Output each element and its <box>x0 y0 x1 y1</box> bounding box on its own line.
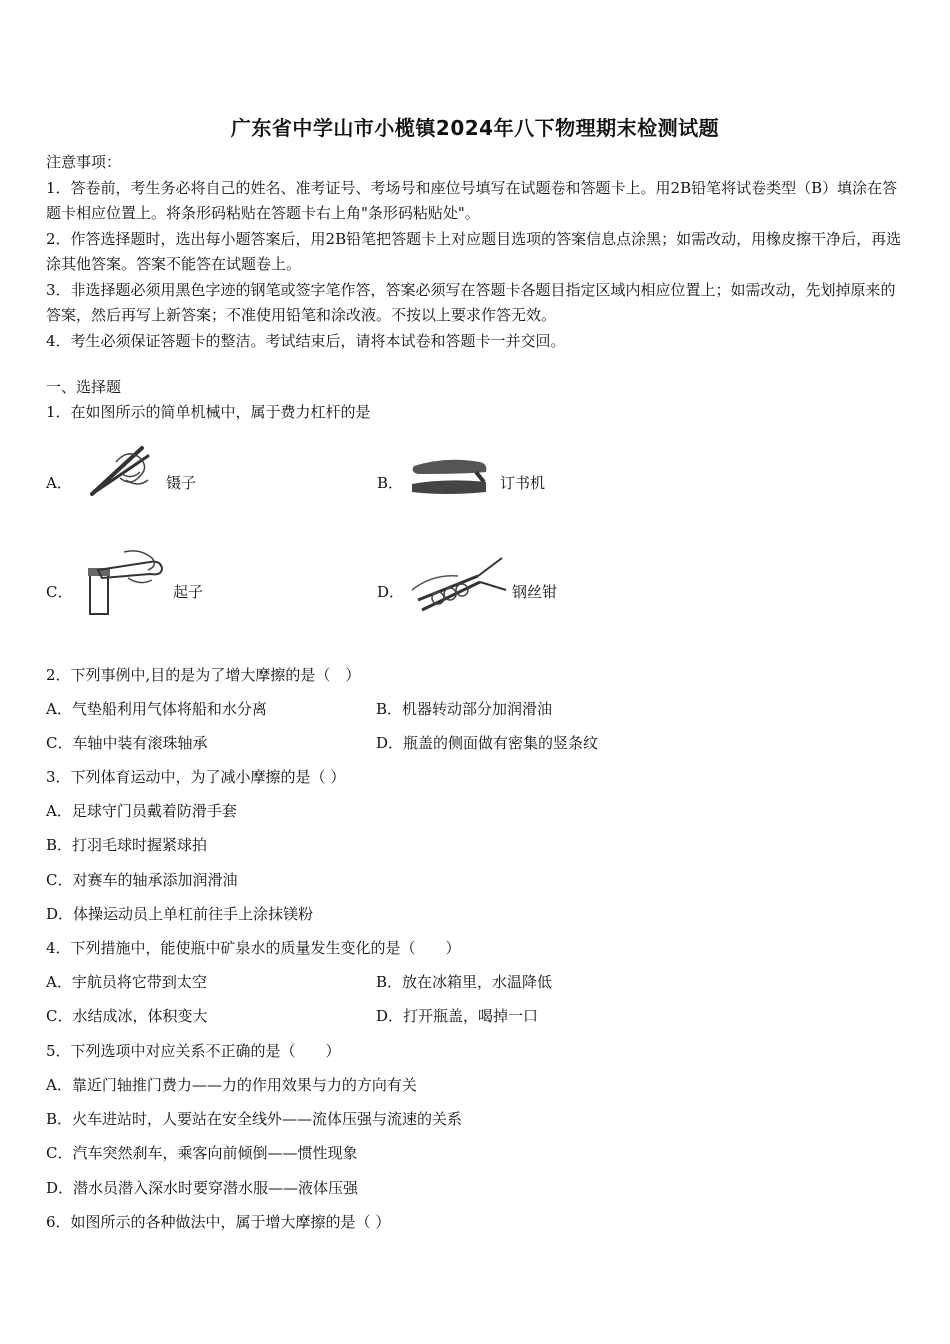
question-2-stem: 2．下列事例中,目的是为了增大摩擦的是（ ） <box>46 666 361 684</box>
q2-option-a: A．气垫船利用气体将船和水分离 <box>46 700 267 718</box>
q1-option-a-label: 镊子 <box>166 474 197 492</box>
bottle-opener-figure <box>84 548 166 618</box>
q3-option-b: B．打羽毛球时握紧球拍 <box>46 836 208 854</box>
q1-option-c-label: 起子 <box>173 583 204 601</box>
pliers-figure <box>408 550 508 620</box>
q5-option-b: B．火车进站时，人要站在安全线外——流体压强与流速的关系 <box>46 1110 463 1128</box>
stapler-figure <box>406 452 490 498</box>
note-item: 2．作答选择题时，选出每小题答案后，用2B铅笔把答题卡上对应题目选项的答案信息点涂黑；如需改动，用橡皮擦干净后，再选涂其他答案。答案不能答在试题卷上。 <box>46 229 902 273</box>
q1-option-b-label: 订书机 <box>500 474 546 492</box>
q4-option-c: C．水结成冰，体积变大 <box>46 1007 208 1025</box>
q5-option-d: D．潜水员潜入深水时要穿潜水服——液体压强 <box>46 1179 359 1197</box>
page-title: 广东省中学山市小榄镇2024年八下物理期末检测试题 <box>230 116 720 140</box>
question-4-stem: 4．下列措施中，能使瓶中矿泉水的质量发生变化的是（ ） <box>46 939 461 957</box>
q3-option-a: A．足球守门员戴着防滑手套 <box>46 802 237 820</box>
q4-option-a: A．宇航员将它带到太空 <box>46 973 207 991</box>
tweezers-figure <box>86 440 156 500</box>
q3-option-c: C．对赛车的轴承添加润滑油 <box>46 871 238 889</box>
q1-option-b-letter: B． <box>377 474 404 492</box>
q4-option-d: D．打开瓶盖，喝掉一口 <box>376 1007 539 1025</box>
q2-option-c: C．车轴中装有滚珠轴承 <box>46 734 208 752</box>
question-6-stem: 6．如图所示的各种做法中，属于增大摩擦的是（ ） <box>46 1213 391 1231</box>
q2-option-b: B．机器转动部分加润滑油 <box>376 700 553 718</box>
q5-option-a: A．靠近门轴推门费力——力的作用效果与力的方向有关 <box>46 1076 417 1094</box>
q1-option-d-letter: D． <box>377 583 405 601</box>
note-item: 4．考生必须保证答题卡的整洁。考试结束后，请将本试卷和答题卡一并交回。 <box>46 331 566 350</box>
question-1-stem: 1．在如图所示的简单机械中，属于费力杠杆的是 <box>46 403 371 421</box>
question-5-stem: 5．下列选项中对应关系不正确的是（ ） <box>46 1042 341 1060</box>
q2-option-d: D．瓶盖的侧面做有密集的竖条纹 <box>376 734 599 752</box>
q5-option-c: C．汽车突然刹车，乘客向前倾倒——惯性现象 <box>46 1144 358 1162</box>
q3-option-d: D．体操运动员上单杠前往手上涂抹镁粉 <box>46 905 314 923</box>
q4-option-b: B．放在冰箱里，水温降低 <box>376 973 553 991</box>
note-item: 1．答卷前，考生务必将自己的姓名、准考证号、考场号和座位号填写在试题卷和答题卡上。用2B铅笔将试卷类型（B）填涂在答题卡相应位置上。将条形码粘贴在答题卡右上角"条形码粘贴处"。 <box>46 178 898 222</box>
section-heading: 一、选择题 <box>46 378 122 396</box>
notes-heading: 注意事项： <box>46 153 122 171</box>
q1-option-d-label: 钢丝钳 <box>512 583 558 601</box>
notes-block <box>46 150 908 354</box>
question-3-stem: 3．下列体育运动中，为了减小摩擦的是（ ） <box>46 768 346 786</box>
q1-option-c-letter: C． <box>46 583 73 601</box>
note-item: 3．非选择题必须用黑色字迹的钢笔或签字笔作答，答案必须写在答题卡各题目指定区域内相应位置上；如需改动，先划掉原来的答案，然后再写上新答案；不准使用铅笔和涂改液。不按以上要求作答无效。 <box>46 280 896 324</box>
q1-option-a-letter: A． <box>46 474 72 492</box>
